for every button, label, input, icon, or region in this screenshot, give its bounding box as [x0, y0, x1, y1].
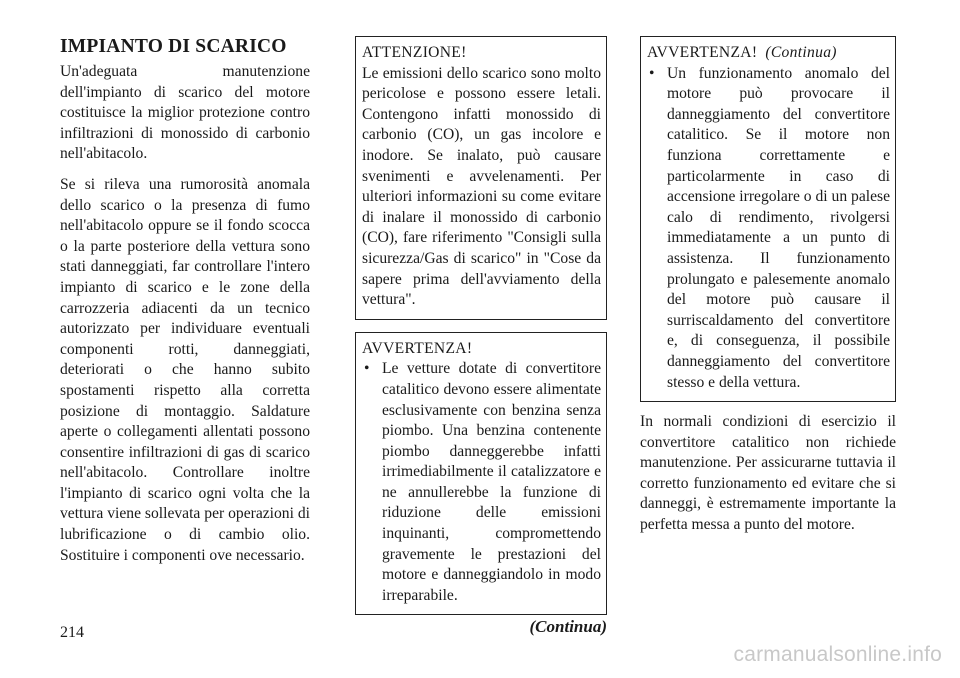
warning-cont-item: • Un funzionamento anomalo del motore può provocare il danneggiamento del convertitore catalitico. Se il motore non funziona correttamente e particolarmente in caso di accensione irregolare o di un palese calo di rendimento, rivolgersi immediatamente a un punto di assistenza. Il funzionamento prolungato e palesemente anomalo del motore può causare il surriscaldamento del convertitore e, di conseguenza, il possibile danneggiamento del convertitore stesso e della vettura. — [647, 64, 890, 394]
attention-title: ATTENZIONE! — [362, 44, 467, 61]
middle-column — [355, 36, 607, 638]
attention-box — [355, 36, 607, 320]
warning-cont-marker: (Continua) — [765, 44, 837, 61]
warning-cont-list — [647, 64, 890, 394]
warning-item: • Le vetture dotate di convertitore catalitico devono essere alimentate esclusivamente con benzina senza piombo. Una benzina contenente piombo danneggerebbe infatti irrimediabilmente il catalizzatore e ne annullerebbe la funzione di riduzione delle emissioni inquinanti, compromettendo gravemente le prestazioni del motore e danneggiandolo in modo irreparabile. — [362, 359, 601, 606]
site-watermark: carmanualsonline.info — [733, 643, 942, 666]
warning-cont-title-text: AVVERTENZA! — [647, 44, 758, 61]
right-column — [640, 36, 896, 536]
warning-box — [355, 332, 607, 616]
page-number: 214 — [60, 624, 84, 641]
left-column — [60, 36, 310, 566]
closing-paragraph: In normali condizioni di esercizio il convertitore catalitico non richiede manutenzione. Per assicurarne tuttavia il corretto funzionamento ed evitare che si danneggi, è estremamente importante la perfetta messa a punto del motore. — [640, 413, 896, 534]
inspection-paragraph: Se si rileva una rumorosità anomala dello scarico o la presenza di fumo nell'abitacolo oppure se il fondo scocca o la parte posteriore della vettura sono stati danneggiati, far controllare l'intero impianto di scarico e le zone della carrozzeria adiacenti da un tecnico autorizzato per individuare eventuali componenti rotti, danneggiati, deteriorati o che hanno subito spostamenti rispetto alla corretta posizione di montaggio. Saldature aperte o collegamenti allentati possono consentire infiltrazioni di gas di scarico nell'abitacolo. Controllare inoltre l'impianto di scarico ogni volta che la vettura viene sollevata per operazioni di lubrificazione o di cambio olio. Sostituire i componenti ove necessario. — [60, 175, 310, 564]
warning-box-continued — [640, 36, 896, 402]
intro-paragraph: Un'adeguata manutenzione dell'impianto di scarico del motore costituisce la miglior protezione contro infiltrazioni di monossido di carbonio nell'abitacolo. — [60, 63, 310, 163]
warning-cont-title — [647, 43, 890, 64]
continued-label: (Continua) — [529, 617, 607, 637]
attention-text: Le emissioni dello scarico sono molto pericolose e possono essere letali. Contengono infatti monossido di carbonio (CO), un gas incolore e inodore. Se inalato, può causare svenimenti e avvelenamenti. Per ulteriori informazioni su come evitare di inalare il monossido di carbonio (CO), fare riferimento "Consigli sulla sicurezza/Gas di scarico" in "Cose da sapere prima dell'avviamento della vettura". — [362, 64, 601, 309]
warning-title: AVVERTENZA! — [362, 339, 473, 357]
section-title: IMPIANTO DI SCARICO — [60, 36, 287, 57]
warning-list — [362, 359, 601, 606]
